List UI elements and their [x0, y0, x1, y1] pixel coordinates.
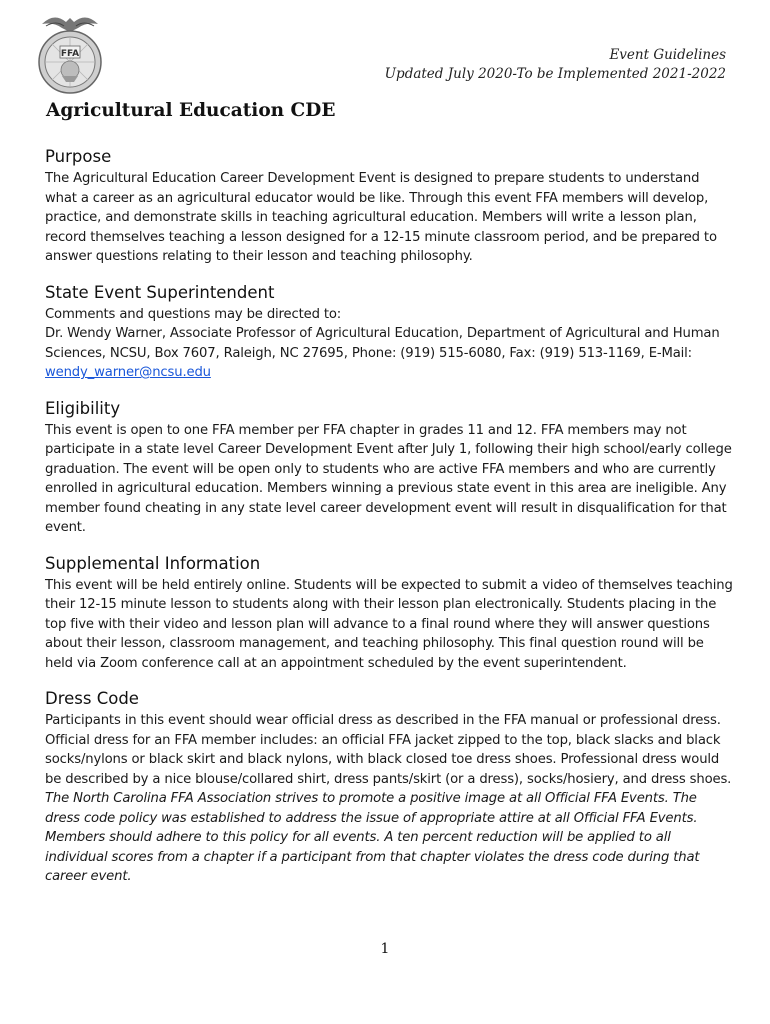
- superintendent-heading: State Event Superintendent: [45, 282, 275, 302]
- section-eligibility: [45, 398, 733, 538]
- section-supplemental: [45, 553, 733, 674]
- dress-code-policy: The North Carolina FFA Association strives to promote a positive image at all Official FFA Events. The dress code policy was established to address the issue of appropriate attire at all Official FFA Events. Members should adhere to this policy for all events. A ten percent reduction will be applied to all individual scores from a chapter if a participant from that chapter violates the dress code during that career event.: [45, 791, 700, 884]
- ffa-emblem-icon: [36, 10, 104, 96]
- ffa-emblem-logo: [36, 10, 104, 96]
- eligibility-text: This event is open to one FFA member per FFA chapter in grades 11 and 12. FFA members may not participate in a state level Career Development Event after July 1, following their high school/early college graduation. The event will be open only to students who are active FFA members and who are currently enrolled in agricultural education. Members winning a previous state event in this area are ineligible. Any member found cheating in any state level career development event will result in disqualification for that event.: [45, 422, 732, 535]
- eligibility-heading: Eligibility: [45, 398, 121, 418]
- page-number: 1: [380, 941, 390, 957]
- header-event-guidelines: Event Guidelines: [609, 47, 726, 63]
- supplemental-heading: Supplemental Information: [45, 553, 261, 573]
- logo-text: FFA: [60, 49, 80, 59]
- document-header: [385, 46, 726, 84]
- superintendent-intro: Comments and questions may be directed to:: [45, 306, 342, 322]
- dress-code-text: Participants in this event should wear official dress as described in the FFA manual or professional dress. Official dress for an FFA member includes: an official FFA jacket zipped to the top, black slacks and black socks/nylons or black skirt and black nylons, with black closed toe dress shoes. Professional dress would be described by a nice blouse/collared shirt, dress pants/skirt (or a dress), socks/hosiery, and dress shoes.: [45, 713, 732, 787]
- purpose-heading: Purpose: [45, 147, 112, 166]
- document-body: [45, 146, 733, 902]
- superintendent-contact-text: Dr. Wendy Warner, Associate Professor of Agricultural Education, Department of Agricultural and Human Sciences, NCSU, Box 7607, Raleigh, NC 27695, Phone: (919) 515-6080, Fax: (919) 513-1169, E-Mail:: [45, 326, 720, 361]
- superintendent-email-link[interactable]: wendy_warner@ncsu.edu: [45, 365, 211, 380]
- purpose-text: The Agricultural Education Career Development Event is designed to prepare students to understand what a career as an agricultural educator would be like. Through this event FFA members will develop, practice, and demonstrate skills in teaching agricultural education. Members will write a lesson plan, record themselves teaching a lesson designed for a 12-15 minute classroom period, and be prepared to answer questions relating to their lesson and teaching philosophy.: [45, 171, 717, 264]
- document-title: Agricultural Education CDE: [46, 100, 336, 121]
- supplemental-text: This event will be held entirely online. Students will be expected to submit a video of themselves teaching their 12-15 minute lesson to students along with their lesson plan electronically. Students placing in the top five with their video and lesson plan will advance to a final round where they will answer questions about their lesson, classroom management, and teaching philosophy. This final question round will be held via Zoom conference call at an appointment scheduled by the event superintendent.: [45, 577, 733, 671]
- section-superintendent: [45, 282, 733, 383]
- section-dress-code: [45, 688, 733, 887]
- superintendent-contact: [45, 324, 733, 383]
- dress-code-heading: Dress Code: [45, 689, 139, 708]
- section-purpose: [45, 146, 733, 267]
- header-updated-date: Updated July 2020-To be Implemented 2021-2022: [384, 66, 726, 82]
